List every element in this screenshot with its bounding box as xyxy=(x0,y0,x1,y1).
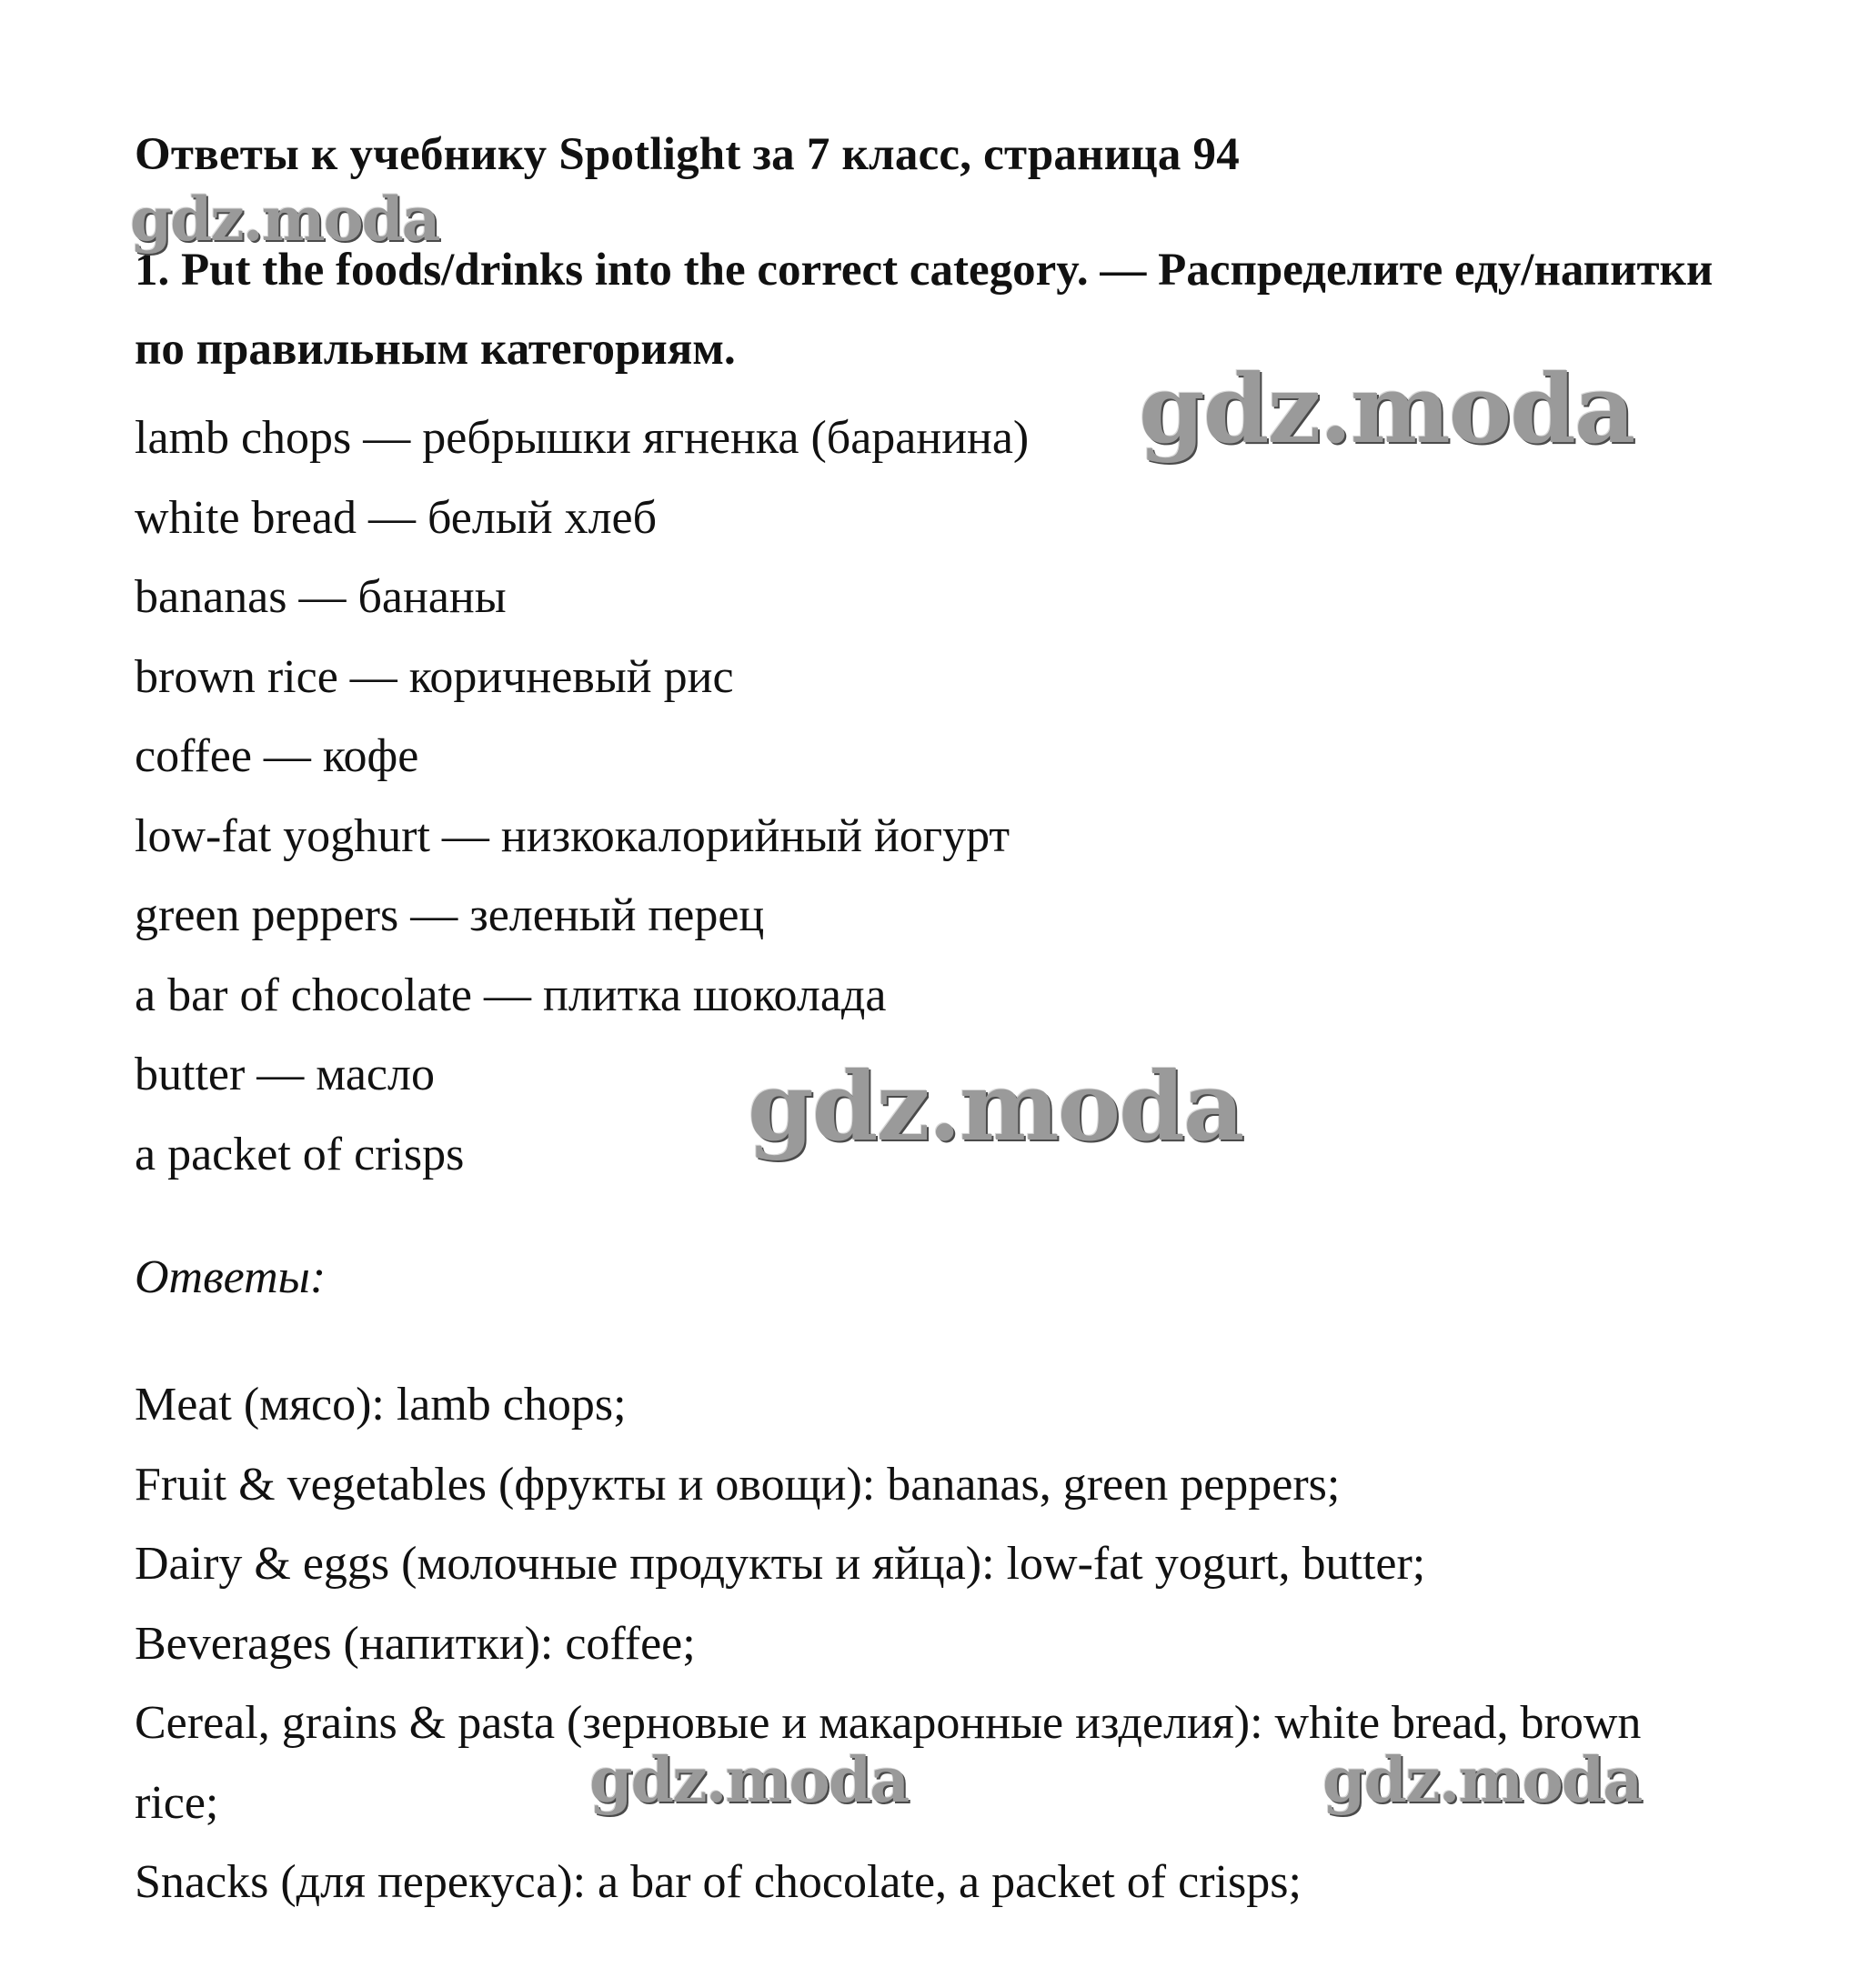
page-title: Ответы к учебнику Spotlight за 7 класс, страница 94 xyxy=(135,129,1240,180)
food-item: brown rice — коричневый рис xyxy=(135,650,734,703)
watermark-logo: gdz.moda xyxy=(130,184,439,255)
food-item: bananas — бананы xyxy=(135,571,507,623)
answers-heading: Ответы: xyxy=(135,1251,327,1303)
food-item: white bread — белый хлеб xyxy=(135,491,658,544)
food-item: butter — масло xyxy=(135,1049,435,1100)
watermark-logo: gdz.moda xyxy=(1139,353,1634,465)
watermark-logo: gdz.moda xyxy=(589,1744,909,1817)
food-item: lamb chops — ребрышки ягненка (баранина) xyxy=(135,412,1030,464)
answer-line: Meat (мясо): lamb chops; xyxy=(135,1379,627,1431)
answer-line: Dairy & eggs (молочные продукты и яйца): low-fat yogurt, butter; xyxy=(135,1538,1426,1590)
answer-line: Beverages (напитки): coffee; xyxy=(135,1617,696,1670)
food-item: a bar of chocolate — плитка шоколада xyxy=(135,969,887,1021)
task-instruction: 1. Put the foods/drinks into the correct category. — Распределите еду/напитки по правильным категориям. xyxy=(135,245,1714,375)
food-item: coffee — кофе xyxy=(135,730,419,782)
answer-line: Fruit & vegetables (фрукты и овощи): bananas, green peppers; xyxy=(135,1458,1341,1511)
food-item: green peppers — зеленый перец xyxy=(135,889,765,941)
answer-line: Cereal, grains & pasta (зерновые и макаронные изделия): white bread, brown rice; xyxy=(135,1697,1642,1829)
watermark-logo: gdz.moda xyxy=(1322,1744,1642,1817)
answer-line: Snacks (для перекуса): a bar of chocolate, a packet of crisps; xyxy=(135,1856,1302,1908)
food-item: a packet of crisps xyxy=(135,1128,465,1180)
watermark-logo: gdz.moda xyxy=(748,1050,1243,1162)
food-item: low-fat yoghurt — низкокалорийный йогурт xyxy=(135,809,1010,862)
answers-list xyxy=(135,1365,1735,1923)
